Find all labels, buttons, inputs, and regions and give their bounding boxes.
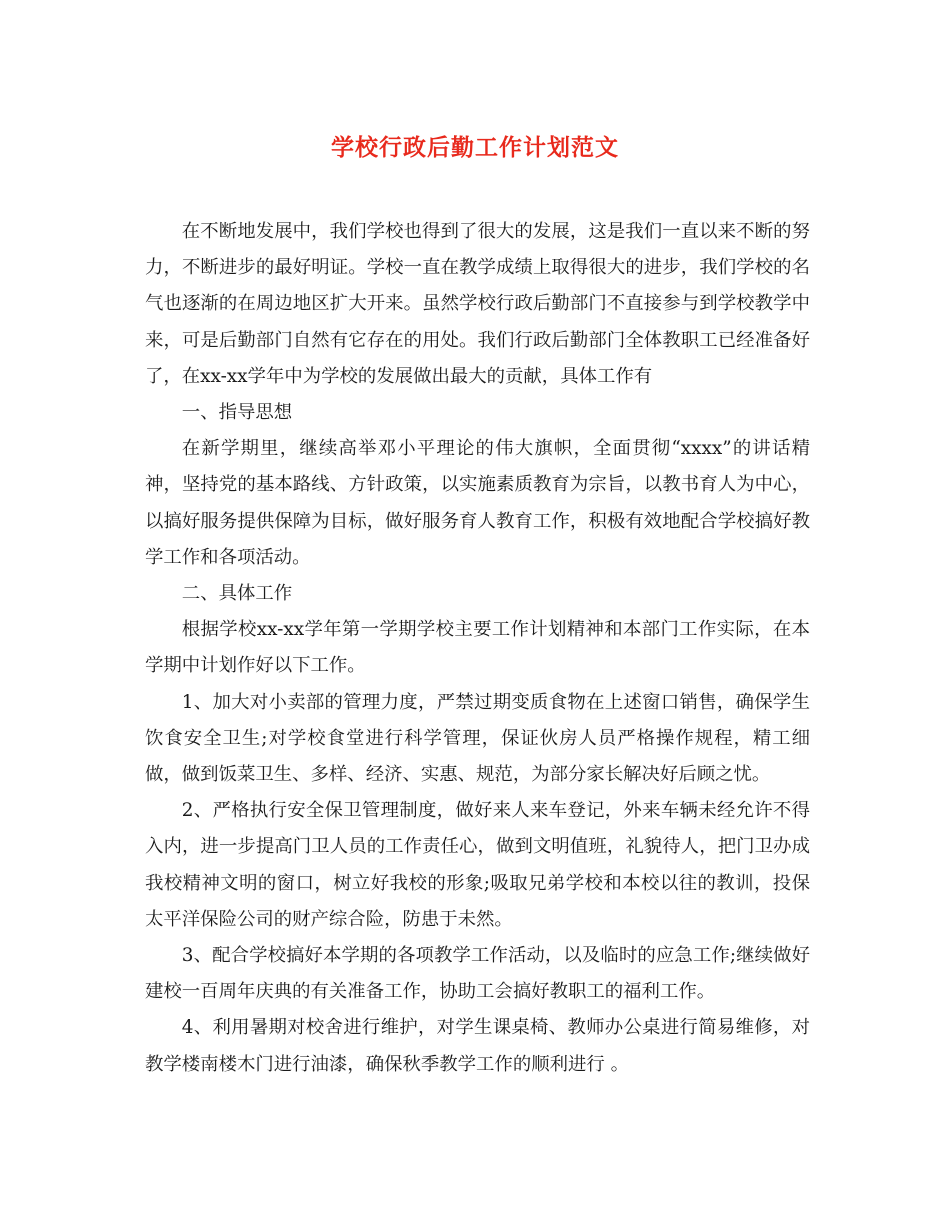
section-heading-specific-work: 二、具体工作 bbox=[181, 583, 293, 605]
work-item-3-paragraph: 3、配合学校搞好本学期的各项教学工作活动，以及临时的应急工作;继续做好建校一百周年庆典的有关准备工作，协助工会搞好教职工的福利工作。 bbox=[145, 945, 810, 1003]
guiding-ideology-paragraph: 在新学期里，继续高举邓小平理论的伟大旗帜，全面贯彻“xxxx”的讲话精神，坚持党的基本路线、方针政策，以实施素质教育为宗旨，以教书育人为中心，以搞好服务提供保障为目标，做好服务育人教育工作，积极有效地配合学校搞好教学工作和各项活动。 bbox=[145, 438, 810, 568]
section-heading-guiding-ideology: 一、指导思想 bbox=[181, 402, 293, 424]
work-item-1-paragraph: 1、加大对小卖部的管理力度，严禁过期变质食物在上述窗口销售，确保学生饮食安全卫生;对学校食堂进行科学管理，保证伙房人员严格操作规程，精工细做，做到饭菜卫生、多样、经济、实惠、规范，为部分家长解决好后顾之忧。 bbox=[145, 691, 810, 786]
document-body bbox=[145, 214, 810, 1083]
document-title: 学校行政后勤工作计划范文 bbox=[331, 134, 619, 161]
specific-work-intro-paragraph: 根据学校xx-xx学年第一学期学校主要工作计划精神和本部门工作实际，在本学期中计划作好以下工作。 bbox=[145, 619, 810, 677]
work-item-2-paragraph: 2、严格执行安全保卫管理制度，做好来人来车登记，外来车辆未经允许不得入内，进一步提高门卫人员的工作责任心，做到文明值班，礼貌待人，把门卫办成我校精神文明的窗口，树立好我校的形象;吸取兄弟学校和本校以往的教训，投保太平洋保险公司的财产综合险，防患于未然。 bbox=[145, 800, 810, 930]
intro-paragraph: 在不断地发展中，我们学校也得到了很大的发展，这是我们一直以来不断的努力，不断进步的最好明证。学校一直在教学成绩上取得很大的进步，我们学校的名气也逐渐的在周边地区扩大开来。虽然学校行政后勤部门不直接参与到学校教学中来，可是后勤部门自然有它存在的用处。我们行政后勤部门全体教职工已经准备好了，在xx-xx学年中为学校的发展做出最大的贡献，具体工作有 bbox=[145, 221, 810, 387]
work-item-4-paragraph: 4、利用暑期对校舍进行维护，对学生课桌椅、教师办公桌进行简易维修，对教学楼南楼木门进行油漆，确保秋季教学工作的顺利进行 。 bbox=[145, 1017, 810, 1075]
